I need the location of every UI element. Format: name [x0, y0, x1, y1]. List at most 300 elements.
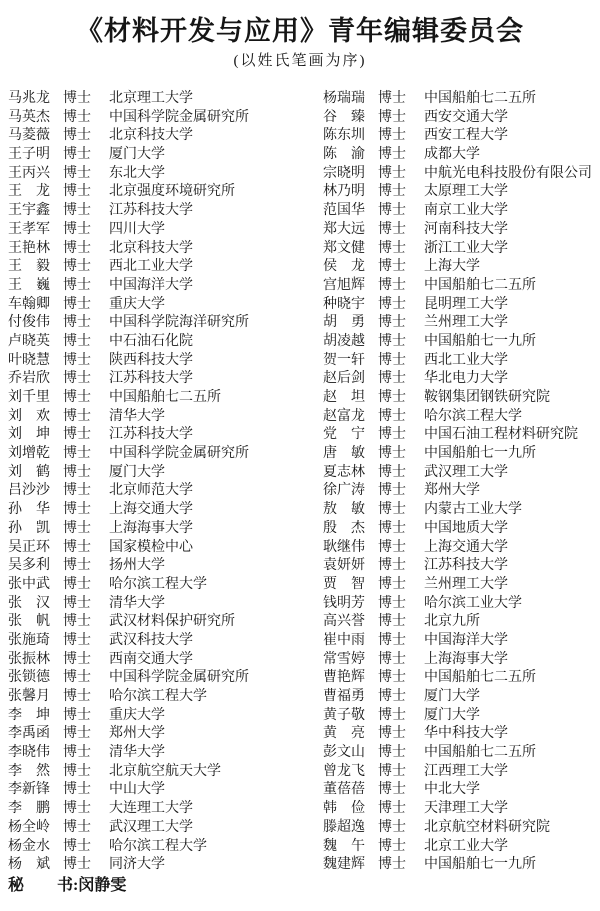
- member-affiliation: 北京航空航天大学: [109, 763, 221, 779]
- member-affiliation: 北京九所: [424, 614, 480, 630]
- member-affiliation: 中国海洋大学: [109, 277, 193, 293]
- member-row: [323, 202, 600, 221]
- member-degree: 博士: [378, 408, 406, 424]
- member-affiliation: 江西理工大学: [424, 763, 508, 779]
- member-degree: 博士: [378, 371, 406, 387]
- member-row: [323, 296, 600, 315]
- member-name: 陈 渝: [323, 147, 365, 163]
- member-row: [8, 445, 300, 464]
- member-name: 孙 华: [8, 502, 50, 518]
- member-affiliation: 哈尔滨工程大学: [424, 408, 522, 424]
- member-row: [8, 389, 300, 408]
- member-affiliation: 哈尔滨工程大学: [109, 576, 207, 592]
- member-degree: 博士: [63, 315, 91, 331]
- member-name: 杨瑞瑞: [323, 91, 365, 106]
- member-row: [323, 90, 600, 109]
- member-name: 贾 智: [323, 576, 365, 592]
- member-name: 张施琦: [8, 632, 50, 648]
- member-row: [8, 352, 300, 371]
- member-affiliation: 厦门大学: [109, 147, 165, 163]
- member-name: 杨金水: [8, 838, 50, 854]
- member-name: 滕超逸: [323, 819, 365, 835]
- member-degree: 博士: [378, 726, 406, 742]
- member-row: [323, 426, 600, 445]
- member-degree: 博士: [378, 801, 406, 817]
- member-degree: 博士: [63, 689, 91, 704]
- member-row: [8, 819, 300, 838]
- member-degree: 博士: [63, 819, 91, 835]
- member-name: 张馨月: [8, 689, 50, 704]
- member-row: [323, 520, 600, 539]
- member-name: 张中武: [8, 576, 50, 592]
- member-affiliation: 江苏科技大学: [424, 558, 508, 574]
- member-degree: 博士: [63, 240, 91, 256]
- member-name: 张振林: [8, 651, 50, 667]
- member-name: 吴多利: [8, 558, 50, 574]
- member-degree: 博士: [378, 427, 406, 443]
- member-name: 种晓宇: [323, 296, 365, 312]
- page-title: 《材料开发与应用》青年编辑委员会: [76, 16, 524, 46]
- member-affiliation: 武汉材料保护研究所: [109, 614, 235, 630]
- member-degree: 博士: [378, 277, 406, 293]
- member-name: 彭文山: [323, 745, 365, 761]
- member-affiliation: 重庆大学: [109, 296, 165, 312]
- member-name: 杨 斌: [8, 857, 50, 873]
- member-degree: 博士: [378, 520, 406, 536]
- member-affiliation: 内蒙古工业大学: [424, 502, 522, 518]
- member-row: [8, 370, 300, 389]
- member-affiliation: 华北电力大学: [424, 371, 508, 387]
- member-name: 李 然: [8, 763, 50, 779]
- member-name: 王艳林: [8, 240, 50, 256]
- member-name: 王子明: [8, 147, 50, 163]
- member-name: 徐广涛: [323, 483, 365, 499]
- member-name: 黄 亮: [323, 726, 365, 742]
- member-degree: 博士: [63, 408, 91, 424]
- member-affiliation: 河南科技大学: [424, 221, 508, 237]
- member-degree: 博士: [63, 745, 91, 761]
- member-name: 赵后剑: [323, 371, 365, 387]
- member-row: [323, 464, 600, 483]
- member-affiliation: 江苏科技大学: [109, 427, 193, 443]
- member-row: [323, 856, 600, 875]
- member-name: 宗晓明: [323, 165, 365, 181]
- member-name: 乔岩欣: [8, 371, 50, 387]
- member-row: [323, 819, 600, 838]
- member-affiliation: 四川大学: [109, 221, 165, 237]
- page-subtitle: (以姓氏笔画为序): [233, 53, 367, 69]
- member-name: 李 鹏: [8, 801, 50, 817]
- member-row: [323, 669, 600, 688]
- member-degree: 博士: [378, 296, 406, 312]
- member-affiliation: 哈尔滨工程大学: [109, 838, 207, 854]
- member-row: [323, 183, 600, 202]
- member-degree: 博士: [378, 857, 406, 873]
- member-column-right: [300, 90, 600, 875]
- member-name: 郑大远: [323, 221, 365, 237]
- member-row: [323, 109, 600, 128]
- member-affiliation: 厦门大学: [424, 707, 480, 723]
- member-degree: 博士: [63, 464, 91, 480]
- member-row: [323, 595, 600, 614]
- member-degree: 博士: [378, 91, 406, 106]
- member-affiliation: 中国石油工程材料研究院: [424, 427, 578, 443]
- member-row: [323, 277, 600, 296]
- member-affiliation: 兰州理工大学: [424, 315, 508, 331]
- member-affiliation: 中国船舶七二五所: [424, 745, 536, 761]
- member-affiliation: 中山大学: [109, 782, 165, 798]
- member-degree: 博士: [378, 558, 406, 574]
- member-degree: 博士: [378, 763, 406, 779]
- member-degree: 博士: [378, 147, 406, 163]
- member-name: 王 巍: [8, 277, 50, 293]
- member-row: [8, 109, 300, 128]
- member-row: [8, 165, 300, 184]
- member-row: [323, 539, 600, 558]
- member-row: [8, 183, 300, 202]
- member-affiliation: 天津理工大学: [424, 801, 508, 817]
- member-affiliation: 北京理工大学: [109, 91, 193, 106]
- member-affiliation: 上海海事大学: [109, 520, 193, 536]
- member-name: 谷 臻: [323, 109, 365, 125]
- member-row: [8, 314, 300, 333]
- member-row: [323, 557, 600, 576]
- member-degree: 博士: [63, 614, 91, 630]
- member-degree: 博士: [378, 221, 406, 237]
- member-row: [323, 613, 600, 632]
- member-name: 郑文健: [323, 240, 365, 256]
- member-row: [323, 258, 600, 277]
- member-name: 马兆龙: [8, 91, 50, 106]
- member-degree: 博士: [63, 576, 91, 592]
- member-name: 范国华: [323, 203, 365, 219]
- member-name: 赵富龙: [323, 408, 365, 424]
- member-affiliation: 哈尔滨工程大学: [109, 689, 207, 704]
- member-row: [323, 165, 600, 184]
- member-row: [323, 352, 600, 371]
- member-row: [323, 725, 600, 744]
- member-row: [323, 576, 600, 595]
- member-affiliation: 东北大学: [109, 165, 165, 181]
- member-affiliation: 中国地质大学: [424, 520, 508, 536]
- member-row: [323, 744, 600, 763]
- member-affiliation: 江苏科技大学: [109, 371, 193, 387]
- member-affiliation: 上海大学: [424, 259, 480, 275]
- member-row: [8, 669, 300, 688]
- member-row: [8, 613, 300, 632]
- member-row: [8, 838, 300, 857]
- member-row: [8, 744, 300, 763]
- member-affiliation: 清华大学: [109, 745, 165, 761]
- member-name: 王孝军: [8, 221, 50, 237]
- member-row: [8, 632, 300, 651]
- member-degree: 博士: [378, 259, 406, 275]
- member-row: [8, 707, 300, 726]
- member-degree: 博士: [63, 801, 91, 817]
- member-row: [8, 800, 300, 819]
- secretary-line: [8, 876, 126, 896]
- member-affiliation: 武汉理工大学: [424, 464, 508, 480]
- member-degree: 博士: [63, 651, 91, 667]
- member-affiliation: 扬州大学: [109, 558, 165, 574]
- member-row: [8, 651, 300, 670]
- member-affiliation: 同济大学: [109, 857, 165, 873]
- member-degree: 博士: [63, 109, 91, 125]
- member-row: [8, 296, 300, 315]
- member-degree: 博士: [63, 763, 91, 779]
- member-degree: 博士: [378, 745, 406, 761]
- member-affiliation: 中国船舶七一九所: [424, 857, 536, 873]
- member-row: [323, 408, 600, 427]
- member-affiliation: 上海海事大学: [424, 651, 508, 667]
- member-degree: 博士: [63, 558, 91, 574]
- member-name: 刘千里: [8, 390, 50, 405]
- member-affiliation: 昆明理工大学: [424, 296, 508, 312]
- member-row: [323, 800, 600, 819]
- member-affiliation: 清华大学: [109, 408, 165, 424]
- member-name: 刘 欢: [8, 408, 50, 424]
- member-name: 董蓓蓓: [323, 782, 365, 798]
- member-affiliation: 中国船舶七一九所: [424, 333, 536, 349]
- member-name: 李禹函: [8, 726, 50, 742]
- member-affiliation: 中国船舶七二五所: [424, 277, 536, 293]
- member-row: [8, 557, 300, 576]
- member-affiliation: 南京工业大学: [424, 203, 508, 219]
- member-degree: 博士: [63, 390, 91, 405]
- member-degree: 博士: [378, 240, 406, 256]
- member-row: [323, 314, 600, 333]
- member-affiliation: 浙江工业大学: [424, 240, 508, 256]
- member-name: 张 汉: [8, 595, 50, 611]
- member-affiliation: 郑州大学: [424, 483, 480, 499]
- member-row: [323, 482, 600, 501]
- member-degree: 博士: [378, 352, 406, 368]
- member-name: 马菱薇: [8, 128, 50, 144]
- member-affiliation: 中国海洋大学: [424, 632, 508, 648]
- member-name: 敖 敏: [323, 502, 365, 518]
- member-name: 侯 龙: [323, 259, 365, 275]
- member-name: 叶晓慧: [8, 352, 50, 368]
- member-degree: 博士: [63, 483, 91, 499]
- member-row: [323, 688, 600, 707]
- member-name: 付俊伟: [8, 315, 50, 331]
- member-column-left: [0, 90, 300, 875]
- member-name: 张锁德: [8, 670, 50, 686]
- member-row: [8, 539, 300, 558]
- member-name: 曹艳辉: [323, 670, 365, 686]
- member-degree: 博士: [63, 446, 91, 462]
- member-name: 唐 敏: [323, 446, 365, 462]
- member-name: 胡凌越: [323, 333, 365, 349]
- member-name: 宫旭辉: [323, 277, 365, 293]
- member-name: 王 龙: [8, 184, 50, 200]
- member-row: [323, 632, 600, 651]
- member-affiliation: 陕西科技大学: [109, 352, 193, 368]
- member-row: [323, 651, 600, 670]
- member-affiliation: 北京工业大学: [424, 838, 508, 854]
- member-degree: 博士: [378, 595, 406, 611]
- member-row: [8, 258, 300, 277]
- member-affiliation: 中航光电科技股份有限公司: [424, 165, 592, 181]
- member-affiliation: 厦门大学: [424, 689, 480, 704]
- member-degree: 博士: [63, 857, 91, 873]
- member-name: 贺一轩: [323, 352, 365, 368]
- member-name: 孙 凯: [8, 520, 50, 536]
- member-degree: 博士: [378, 819, 406, 835]
- secretary-name: 闵静雯: [78, 877, 127, 894]
- member-row: [323, 707, 600, 726]
- member-name: 李新锋: [8, 782, 50, 798]
- member-row: [8, 781, 300, 800]
- member-affiliation: 中国船舶七一九所: [424, 446, 536, 462]
- member-row: [8, 146, 300, 165]
- member-affiliation: 武汉理工大学: [109, 819, 193, 835]
- member-degree: 博士: [378, 539, 406, 555]
- member-name: 钱明芳: [323, 595, 365, 611]
- member-name: 杨全岭: [8, 819, 50, 835]
- member-row: [8, 856, 300, 875]
- member-degree: 博士: [378, 483, 406, 499]
- member-degree: 博士: [63, 128, 91, 144]
- member-row: [8, 127, 300, 146]
- member-degree: 博士: [63, 670, 91, 686]
- member-row: [8, 90, 300, 109]
- member-name: 刘 坤: [8, 427, 50, 443]
- member-row: [8, 595, 300, 614]
- member-name: 曾龙飞: [323, 763, 365, 779]
- member-affiliation: 兰州理工大学: [424, 576, 508, 592]
- member-degree: 博士: [378, 689, 406, 704]
- member-degree: 博士: [63, 259, 91, 275]
- member-row: [323, 501, 600, 520]
- member-row: [323, 146, 600, 165]
- member-affiliation: 北京师范大学: [109, 483, 193, 499]
- member-affiliation: 中国科学院金属研究所: [109, 670, 249, 686]
- member-name: 车翰卿: [8, 296, 50, 312]
- member-row: [8, 408, 300, 427]
- member-row: [323, 127, 600, 146]
- member-list: [0, 90, 600, 875]
- member-affiliation: 上海交通大学: [424, 539, 508, 555]
- member-degree: 博士: [378, 782, 406, 798]
- member-row: [8, 576, 300, 595]
- member-degree: 博士: [378, 203, 406, 219]
- member-degree: 博士: [378, 670, 406, 686]
- member-degree: 博士: [63, 296, 91, 312]
- member-affiliation: 北京科技大学: [109, 128, 193, 144]
- member-name: 王 毅: [8, 259, 50, 275]
- member-name: 崔中雨: [323, 632, 365, 648]
- member-name: 魏建辉: [323, 857, 365, 873]
- member-row: [323, 389, 600, 408]
- member-name: 林乃明: [323, 184, 365, 200]
- member-degree: 博士: [378, 707, 406, 723]
- member-affiliation: 大连理工大学: [109, 801, 193, 817]
- member-affiliation: 中国科学院海洋研究所: [109, 315, 249, 331]
- member-row: [8, 725, 300, 744]
- member-degree: 博士: [378, 446, 406, 462]
- member-name: 王丙兴: [8, 165, 50, 181]
- member-affiliation: 国家模检中心: [109, 539, 193, 555]
- member-row: [8, 482, 300, 501]
- member-name: 耿继伟: [323, 539, 365, 555]
- member-affiliation: 重庆大学: [109, 707, 165, 723]
- member-degree: 博士: [378, 464, 406, 480]
- member-degree: 博士: [63, 91, 91, 106]
- member-name: 高兴誉: [323, 614, 365, 630]
- member-degree: 博士: [63, 221, 91, 237]
- member-degree: 博士: [63, 520, 91, 536]
- member-degree: 博士: [378, 333, 406, 349]
- member-affiliation: 中国船舶七二五所: [424, 91, 536, 106]
- member-name: 魏 午: [323, 838, 365, 854]
- member-degree: 博士: [63, 184, 91, 200]
- member-name: 李 坤: [8, 707, 50, 723]
- member-degree: 博士: [378, 838, 406, 854]
- secretary-label-part1: 秘: [8, 877, 25, 894]
- member-row: [8, 464, 300, 483]
- member-degree: 博士: [378, 165, 406, 181]
- member-row: [323, 370, 600, 389]
- member-degree: 博士: [378, 651, 406, 667]
- member-affiliation: 武汉科技大学: [109, 632, 193, 648]
- member-row: [8, 763, 300, 782]
- member-name: 吴正环: [8, 539, 50, 555]
- member-name: 胡 勇: [323, 315, 365, 331]
- member-degree: 博士: [378, 184, 406, 200]
- member-degree: 博士: [63, 147, 91, 163]
- member-affiliation: 中国船舶七二五所: [109, 390, 221, 405]
- member-affiliation: 成都大学: [424, 147, 480, 163]
- member-name: 韩 俭: [323, 801, 365, 817]
- member-name: 曹福勇: [323, 689, 365, 704]
- member-affiliation: 中国船舶七二五所: [424, 670, 536, 686]
- member-degree: 博士: [63, 333, 91, 349]
- member-affiliation: 西北工业大学: [424, 352, 508, 368]
- member-row: [323, 240, 600, 259]
- member-affiliation: 哈尔滨工业大学: [424, 595, 522, 611]
- member-affiliation: 西安工程大学: [424, 128, 508, 144]
- member-affiliation: 北京航空材料研究院: [424, 819, 550, 835]
- member-name: 刘增乾: [8, 446, 50, 462]
- member-degree: 博士: [63, 632, 91, 648]
- member-degree: 博士: [63, 539, 91, 555]
- member-affiliation: 上海交通大学: [109, 502, 193, 518]
- member-row: [8, 501, 300, 520]
- member-name: 殷 杰: [323, 520, 365, 536]
- member-degree: 博士: [63, 203, 91, 219]
- member-degree: 博士: [63, 726, 91, 742]
- member-degree: 博士: [63, 838, 91, 854]
- member-degree: 博士: [63, 352, 91, 368]
- member-degree: 博士: [378, 502, 406, 518]
- member-degree: 博士: [63, 427, 91, 443]
- member-degree: 博士: [378, 315, 406, 331]
- member-row: [323, 838, 600, 857]
- member-affiliation: 中国科学院金属研究所: [109, 446, 249, 462]
- member-name: 卢晓英: [8, 333, 50, 349]
- member-affiliation: 北京科技大学: [109, 240, 193, 256]
- member-degree: 博士: [63, 707, 91, 723]
- member-degree: 博士: [378, 614, 406, 630]
- member-degree: 博士: [378, 632, 406, 648]
- member-row: [8, 688, 300, 707]
- member-degree: 博士: [378, 576, 406, 592]
- member-affiliation: 厦门大学: [109, 464, 165, 480]
- member-affiliation: 西安交通大学: [424, 109, 508, 125]
- member-affiliation: 中石油石化院: [109, 333, 193, 349]
- member-row: [8, 202, 300, 221]
